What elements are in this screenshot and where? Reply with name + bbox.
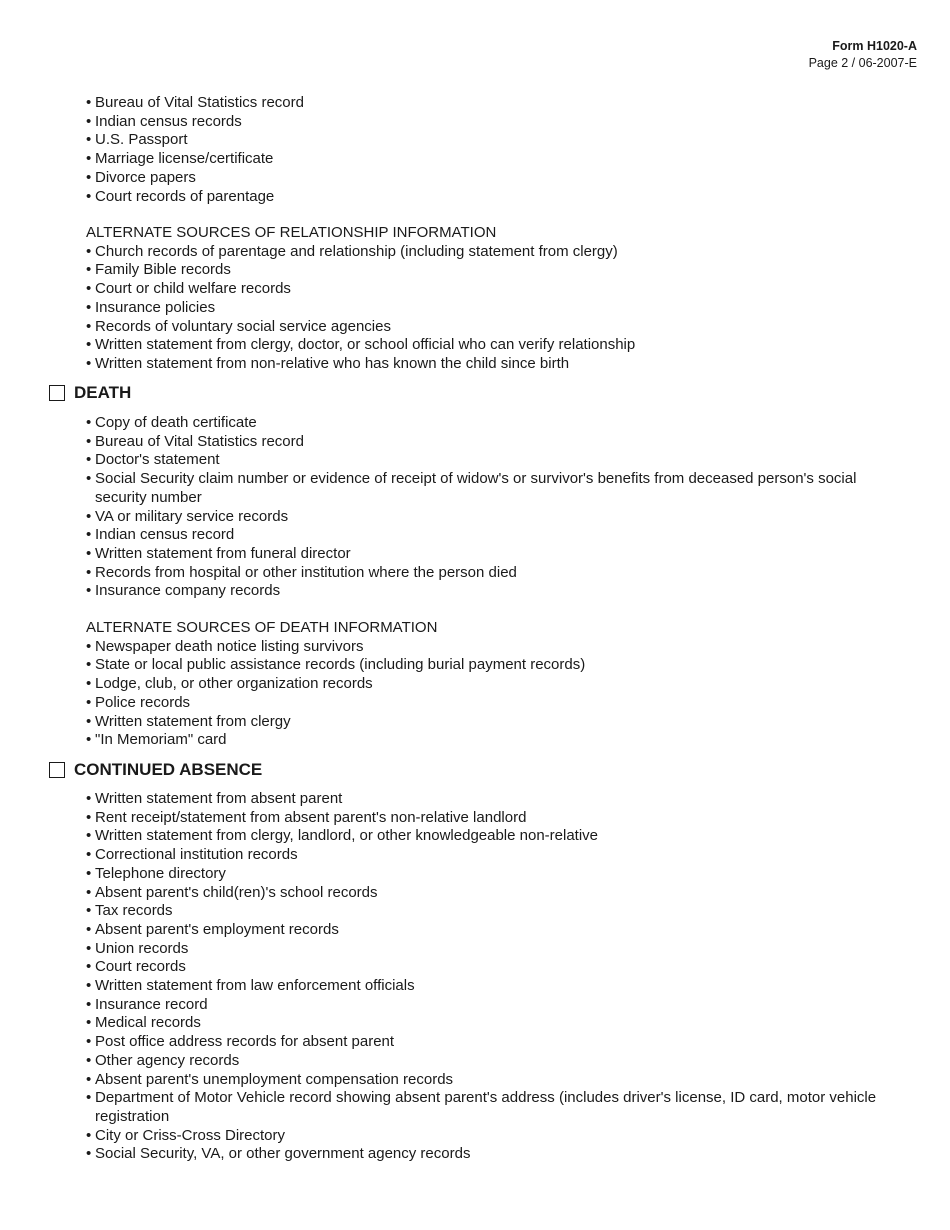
list-item: • Correctional institution records bbox=[0, 846, 950, 865]
list-item: • Court or child welfare records bbox=[0, 280, 950, 299]
list-item: • Records from hospital or other institution where the person died bbox=[0, 564, 950, 583]
list-item: • Doctor's statement bbox=[0, 451, 950, 470]
list-item: • City or Criss-Cross Directory bbox=[0, 1127, 950, 1146]
list-item: • Insurance record bbox=[0, 996, 950, 1015]
list-item: • Written statement from clergy, doctor, or school official who can verify relationship bbox=[0, 336, 950, 355]
list-item: • Police records bbox=[0, 694, 950, 713]
list-item: • Lodge, club, or other organization records bbox=[0, 675, 950, 694]
death-alternate-section bbox=[0, 619, 950, 750]
form-id: Form H1020-A bbox=[832, 39, 917, 53]
list-item: • U.S. Passport bbox=[0, 131, 950, 150]
list-item: • Post office address records for absent parent bbox=[0, 1033, 950, 1052]
death-list bbox=[0, 414, 950, 601]
list-item: • Written statement from funeral director bbox=[0, 545, 950, 564]
list-item: • Written statement from clergy bbox=[0, 713, 950, 732]
relationship-list bbox=[0, 94, 950, 206]
list-item: • Written statement from clergy, landlord, or other knowledgeable non-relative bbox=[0, 827, 950, 846]
list-item: • Insurance company records bbox=[0, 582, 950, 601]
list-item: • Medical records bbox=[0, 1014, 950, 1033]
list-item: • Written statement from law enforcement officials bbox=[0, 977, 950, 996]
relationship-alternate-list bbox=[0, 243, 950, 374]
death-checkbox[interactable] bbox=[49, 385, 65, 401]
list-item: • Written statement from non-relative who has known the child since birth bbox=[0, 355, 950, 374]
continued-absence-title: CONTINUED ABSENCE bbox=[74, 760, 263, 779]
relationship-alternate-section bbox=[0, 224, 950, 374]
absence-list bbox=[0, 790, 950, 1164]
list-item: • Records of voluntary social service agencies bbox=[0, 318, 950, 337]
list-item: • Newspaper death notice listing survivors bbox=[0, 638, 950, 657]
continued-absence-checkbox[interactable] bbox=[49, 762, 65, 778]
list-item: • Union records bbox=[0, 940, 950, 959]
list-item: • Indian census record bbox=[0, 526, 950, 545]
list-item: • Bureau of Vital Statistics record bbox=[0, 94, 950, 113]
list-item: • State or local public assistance records (including burial payment records) bbox=[0, 656, 950, 675]
list-item: • VA or military service records bbox=[0, 508, 950, 527]
list-item: • Church records of parentage and relationship (including statement from clergy) bbox=[0, 243, 950, 262]
list-item: • Telephone directory bbox=[0, 865, 950, 884]
death-alternate-heading: ALTERNATE SOURCES OF DEATH INFORMATION bbox=[86, 619, 438, 636]
list-item: • Tax records bbox=[0, 902, 950, 921]
death-section-header bbox=[49, 383, 131, 403]
list-item: • Absent parent's child(ren)'s school records bbox=[0, 884, 950, 903]
absence-section bbox=[0, 790, 950, 1164]
relationship-alternate-heading: ALTERNATE SOURCES OF RELATIONSHIP INFORMATION bbox=[86, 224, 497, 241]
list-item: • Indian census records bbox=[0, 113, 950, 132]
relationship-section bbox=[0, 94, 950, 206]
list-item: • Court records bbox=[0, 958, 950, 977]
death-title: DEATH bbox=[74, 383, 132, 402]
list-item: • Social Security, VA, or other government agency records bbox=[0, 1145, 950, 1164]
list-item: • Court records of parentage bbox=[0, 188, 950, 207]
list-item: • Department of Motor Vehicle record showing absent parent's address (includes driver's license, ID card, motor vehicle registration bbox=[0, 1089, 950, 1126]
list-item: • Marriage license/certificate bbox=[0, 150, 950, 169]
form-header bbox=[809, 38, 917, 72]
list-item: • "In Memoriam" card bbox=[0, 731, 950, 750]
list-item: • Divorce papers bbox=[0, 169, 950, 188]
absence-section-header bbox=[49, 760, 262, 780]
death-section bbox=[0, 414, 950, 601]
death-alternate-list bbox=[0, 638, 950, 750]
list-item: • Absent parent's employment records bbox=[0, 921, 950, 940]
list-item: • Rent receipt/statement from absent parent's non-relative landlord bbox=[0, 809, 950, 828]
list-item: • Other agency records bbox=[0, 1052, 950, 1071]
list-item: • Bureau of Vital Statistics record bbox=[0, 433, 950, 452]
list-item: • Insurance policies bbox=[0, 299, 950, 318]
list-item: • Copy of death certificate bbox=[0, 414, 950, 433]
page-info: Page 2 / 06-2007-E bbox=[808, 56, 917, 70]
list-item: • Social Security claim number or evidence of receipt of widow's or survivor's benefits from deceased person's social security number bbox=[0, 470, 950, 507]
list-item: • Written statement from absent parent bbox=[0, 790, 950, 809]
list-item: • Family Bible records bbox=[0, 261, 950, 280]
list-item: • Absent parent's unemployment compensation records bbox=[0, 1071, 950, 1090]
